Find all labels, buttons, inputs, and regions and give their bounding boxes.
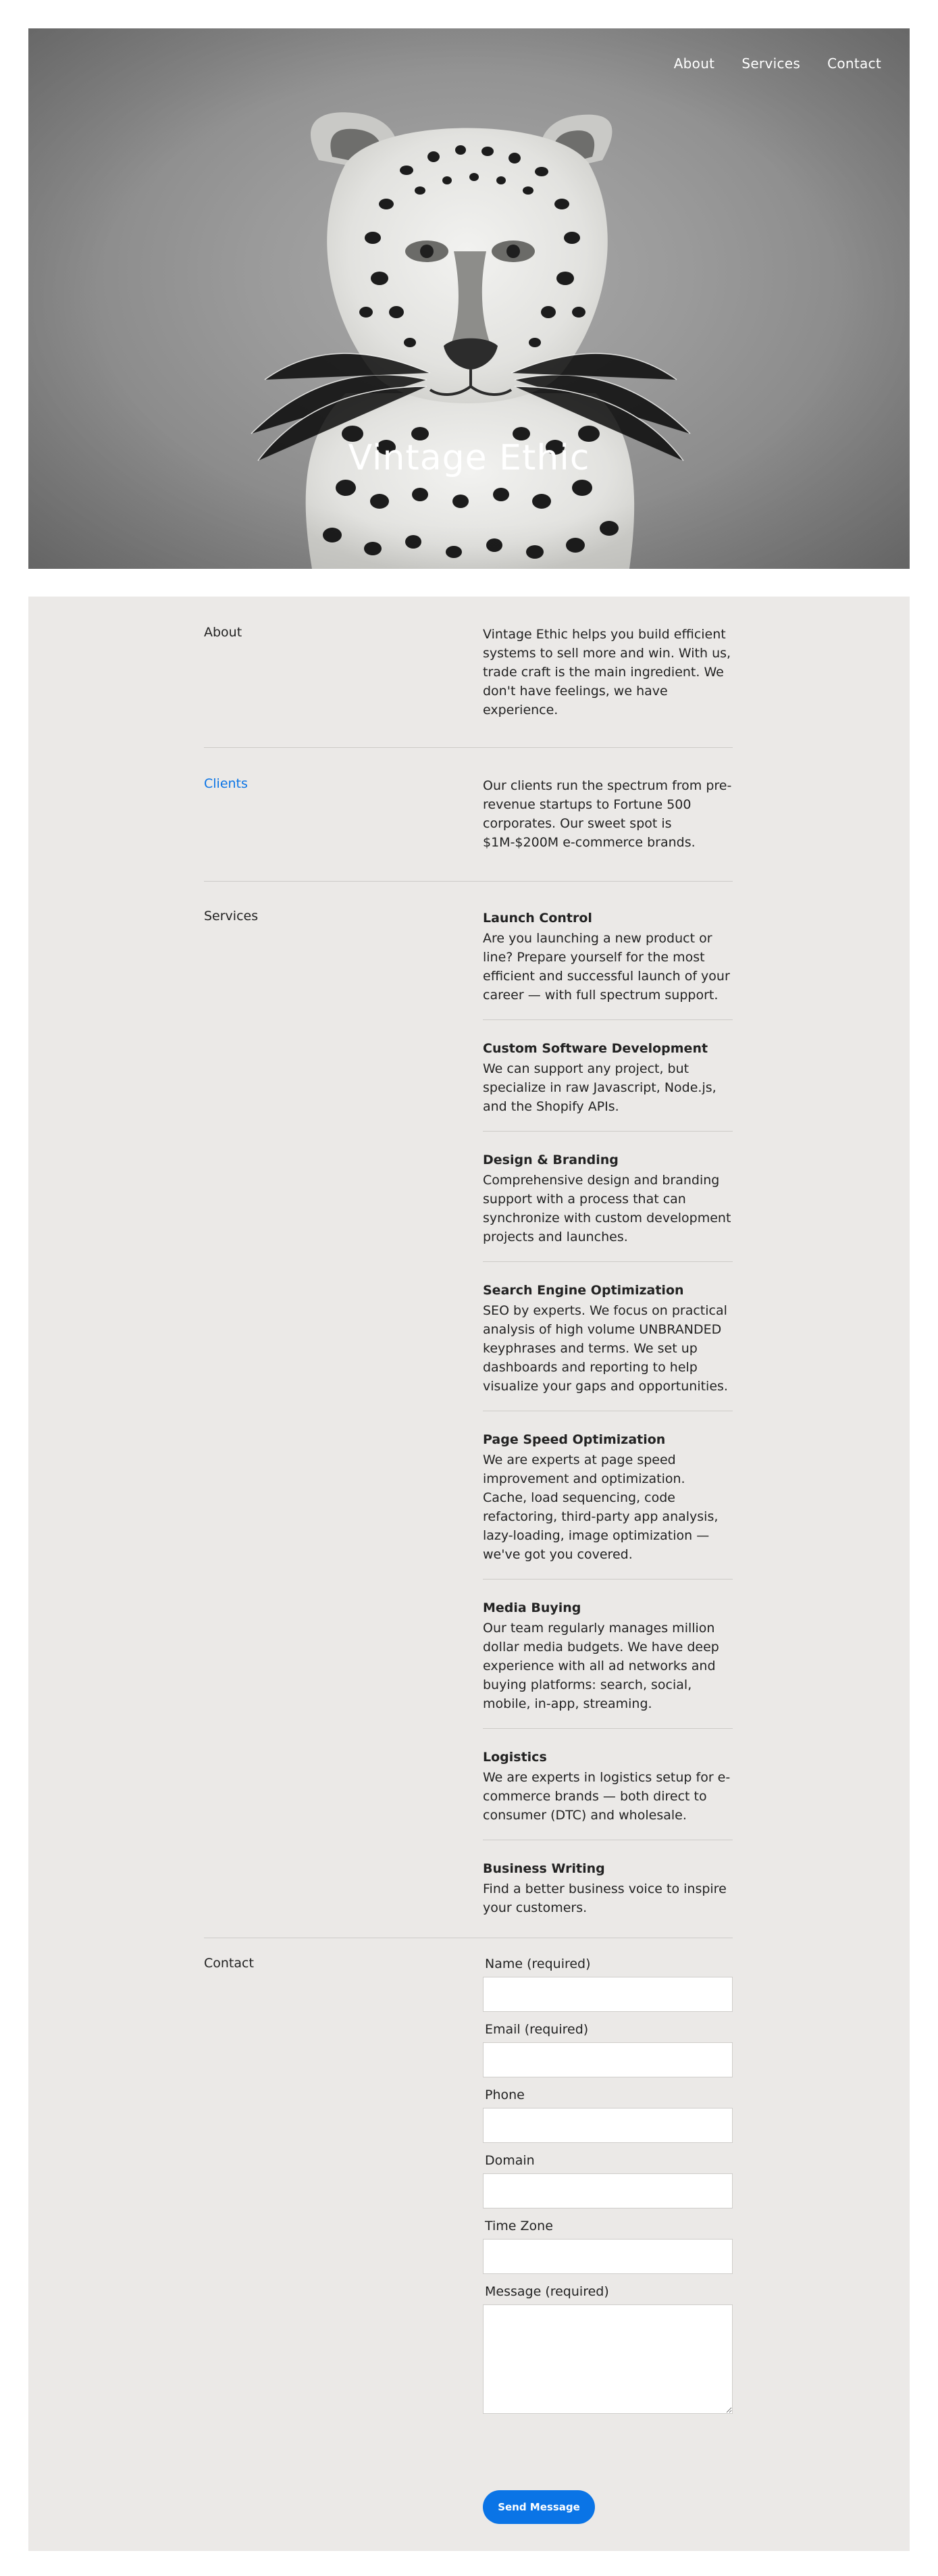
services-label: Services <box>204 909 259 924</box>
name-field-group <box>483 1956 733 2012</box>
service-description: Find a better business voice to inspire your customers. <box>483 1882 727 1915</box>
service-title: Business Writing <box>483 1861 605 1876</box>
timezone-label: Time Zone <box>485 2219 553 2233</box>
message-field-group <box>483 2283 733 2414</box>
service-description: SEO by experts. We focus on practical analysis of high volume UNBRANDED keyphrases and terms. We set up dashboards and reporting to help visualize your gaps and opportunities. <box>483 1303 728 1394</box>
service-description: Comprehensive design and branding support with a process that can synchronize with custom development projects and launches. <box>483 1173 731 1244</box>
phone-input[interactable] <box>483 2108 733 2143</box>
send-message-button[interactable]: Send Message <box>483 2490 595 2524</box>
hero-title: Vintage Ethic <box>348 438 590 478</box>
nav-link-services[interactable]: Services <box>741 55 801 72</box>
service-item-launch-control <box>483 909 733 1020</box>
services-list <box>483 909 733 1932</box>
service-item-media-buying <box>483 1598 733 1729</box>
contact-form <box>483 1956 733 2423</box>
email-label: Email (required) <box>485 2022 589 2037</box>
service-title: Design & Branding <box>483 1153 619 1167</box>
email-field-group <box>483 2021 733 2077</box>
service-title: Search Engine Optimization <box>483 1283 684 1298</box>
service-item-seo <box>483 1281 733 1411</box>
domain-input[interactable] <box>483 2173 733 2208</box>
content-panel <box>28 597 910 2551</box>
message-textarea[interactable] <box>483 2304 733 2414</box>
domain-field-group <box>483 2152 733 2208</box>
service-description: We are experts in logistics setup for e-commerce brands — both direct to consumer (DTC) and wholesale. <box>483 1770 731 1823</box>
service-title: Media Buying <box>483 1600 581 1615</box>
service-item-design-branding <box>483 1151 733 1262</box>
nav-link-about[interactable]: About <box>673 55 715 72</box>
service-item-logistics <box>483 1748 733 1840</box>
hero-section <box>28 28 910 569</box>
timezone-input[interactable] <box>483 2239 733 2274</box>
contact-label: Contact <box>204 1956 254 1971</box>
service-item-page-speed <box>483 1430 733 1580</box>
clients-section <box>204 776 733 882</box>
service-title: Logistics <box>483 1750 547 1765</box>
about-section <box>204 625 733 748</box>
clients-label[interactable]: Clients <box>204 776 248 791</box>
phone-field-group <box>483 2087 733 2143</box>
main-nav <box>674 55 881 72</box>
service-description: We are experts at page speed improvement and optimization. Cache, load sequencing, code refactoring, third-party app analysis, lazy-loading, image optimization — we've got you covered. <box>483 1453 719 1562</box>
about-text: Vintage Ethic helps you build efficient systems to sell more and win. With us, trade craft is the main ingredient. We don't have feelings, we have experience. <box>483 627 731 717</box>
name-label: Name (required) <box>485 1956 591 1971</box>
service-item-business-writing <box>483 1859 733 1932</box>
timezone-field-group <box>483 2218 733 2274</box>
message-label: Message (required) <box>485 2284 609 2299</box>
services-section <box>204 909 733 1938</box>
service-description: Are you launching a new product or line? Prepare yourself for the most efficient and successful launch of your career — with full spectrum support. <box>483 931 730 1003</box>
service-item-custom-software <box>483 1039 733 1132</box>
phone-label: Phone <box>485 2088 525 2102</box>
nav-link-contact[interactable]: Contact <box>827 55 881 72</box>
leopard-illustration <box>28 28 910 569</box>
service-description: Our team regularly manages million dollar media budgets. We have deep experience with all ad networks and buying platforms: search, social, mobile, in-app, streaming. <box>483 1621 719 1711</box>
name-input[interactable] <box>483 1977 733 2012</box>
clients-text: Our clients run the spectrum from pre-revenue startups to Fortune 500 corporates. Our sweet spot is $1M-$200M e-commerce brands. <box>483 778 732 850</box>
service-title: Launch Control <box>483 911 592 926</box>
service-description: We can support any project, but specialize in raw Javascript, Node.js, and the Shopify APIs. <box>483 1061 716 1114</box>
contact-section <box>204 1956 733 2429</box>
service-title: Page Speed Optimization <box>483 1432 666 1447</box>
about-label: About <box>204 625 242 640</box>
domain-label: Domain <box>485 2153 535 2168</box>
service-title: Custom Software Development <box>483 1041 708 1056</box>
email-input[interactable] <box>483 2042 733 2077</box>
